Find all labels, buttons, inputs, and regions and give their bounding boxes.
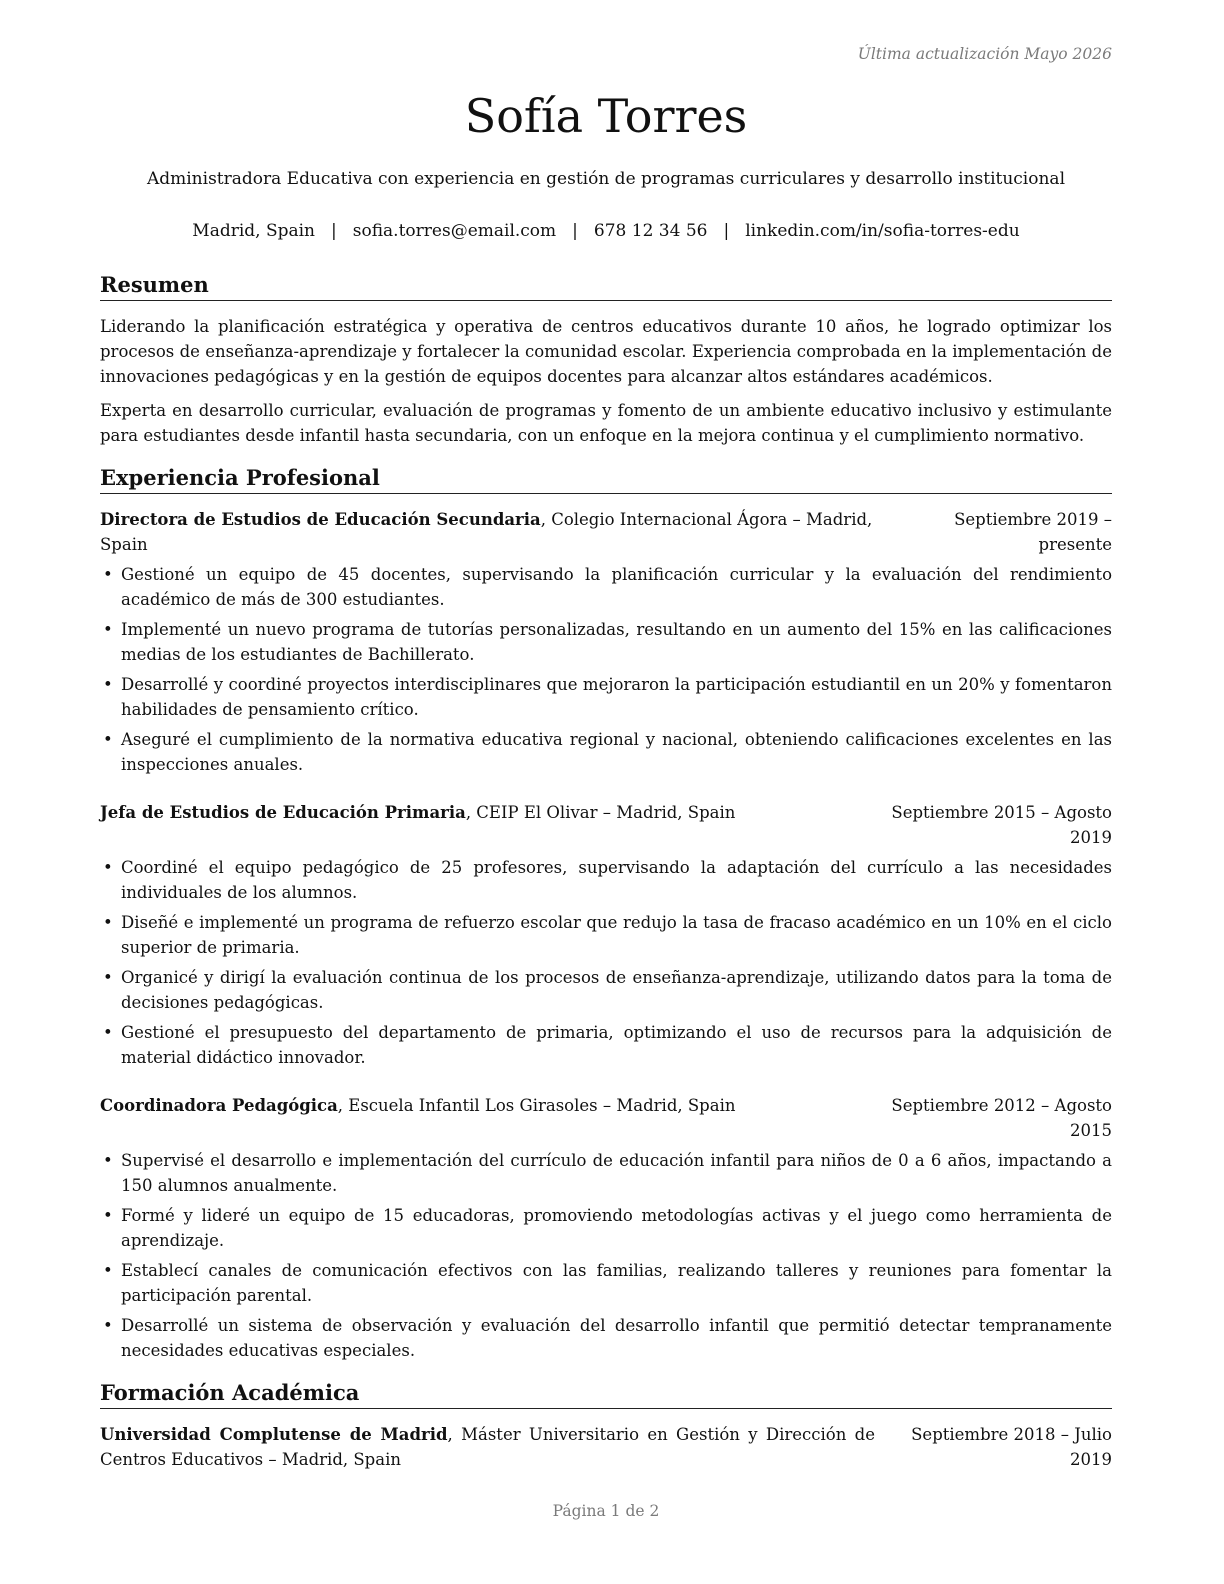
job-bullets xyxy=(100,562,1112,782)
bullet-icon: • xyxy=(103,913,113,932)
contact-location: Madrid, Spain xyxy=(192,221,316,241)
contact-line xyxy=(100,218,1112,244)
education-title-line xyxy=(100,1422,875,1472)
list-item: • Supervisé el desarrollo e implementación del currículo de educación infantil para niños de 0 a 6 años, impactando a 150 alumnos anualmente. xyxy=(100,1148,1112,1198)
list-item: • Establecí canales de comunicación efectivos con las familias, realizando talleres y reuniones para fomentar la participación parental. xyxy=(100,1258,1112,1308)
job-organization: , CEIP El Olivar – Madrid, Spain xyxy=(465,803,736,822)
job-role: Directora de Estudios de Educación Secundaria xyxy=(100,510,541,529)
list-item: • Gestioné el presupuesto del departamento de primaria, optimizando el uso de recursos para la adquisición de material didáctico innovador. xyxy=(100,1020,1112,1070)
list-item: • Diseñé e implementé un programa de refuerzo escolar que redujo la tasa de fracaso académico en un 10% en el ciclo superior de primaria. xyxy=(100,910,1112,960)
bullet-icon: • xyxy=(103,1151,113,1170)
bullet-icon: • xyxy=(103,565,113,584)
education-degree: , Máster Universitario en Gestión y Dirección de Centros Educativos – Madrid, Spain xyxy=(100,1425,875,1469)
last-updated: Última actualización Mayo 2026 xyxy=(857,45,1112,63)
contact-separator: | xyxy=(723,221,730,241)
list-item: • Aseguré el cumplimiento de la normativa educativa regional y nacional, obteniendo calificaciones excelentes en las inspecciones anuales. xyxy=(100,727,1112,777)
headline: Administradora Educativa con experiencia en gestión de programas curriculares y desarrollo institucional xyxy=(146,169,1066,189)
job-dates: Septiembre 2012 – Agosto 2015 xyxy=(891,1096,1112,1140)
list-item: • Gestioné un equipo de 45 docentes, supervisando la planificación curricular y la evaluación del rendimiento académico de más de 300 estudiantes. xyxy=(100,562,1112,612)
list-item: • Desarrollé y coordiné proyectos interdisciplinares que mejoraron la participación estudiantil en un 20% y fomentaron habilidades de pensamiento crítico. xyxy=(100,672,1112,722)
job-organization: , Colegio Internacional Ágora – Madrid, Spain xyxy=(100,510,873,554)
section-title-education: Formación Académica xyxy=(100,1379,1112,1409)
job-title-line xyxy=(100,1093,860,1118)
section-title-experience: Experiencia Profesional xyxy=(100,464,1112,494)
bullet-icon: • xyxy=(103,858,113,877)
job-bullets xyxy=(100,855,1112,1075)
education-entry xyxy=(100,1422,1112,1472)
job-organization: , Escuela Infantil Los Girasoles – Madrid, Spain xyxy=(337,1096,736,1115)
bullet-icon: • xyxy=(103,1316,113,1335)
contact-linkedin[interactable]: linkedin.com/in/sofia-torres-edu xyxy=(745,221,1020,241)
summary-paragraph: Experta en desarrollo curricular, evaluación de programas y fomento de un ambiente educativo inclusivo y estimulante para estudiantes desde infantil hasta secundaria, con un enfoque en la mejora continua y el cumplimiento normativo. xyxy=(100,401,1112,445)
section-title-summary: Resumen xyxy=(100,271,1112,301)
job-dates: Septiembre 2015 – Agosto 2019 xyxy=(891,803,1112,847)
contact-separator: | xyxy=(331,221,337,241)
contact-phone: 678 12 34 56 xyxy=(593,221,708,241)
list-item: • Implementé un nuevo programa de tutorías personalizadas, resultando en un aumento del 15% en las calificaciones medias de los estudiantes de Bachillerato. xyxy=(100,617,1112,667)
page-number: Página 1 de 2 xyxy=(552,1502,660,1520)
list-item: • Coordiné el equipo pedagógico de 25 profesores, supervisando la adaptación del currículo a las necesidades individuales de los alumnos. xyxy=(100,855,1112,905)
bullet-icon: • xyxy=(103,675,113,694)
job-bullets xyxy=(100,1148,1112,1368)
job-dates: Septiembre 2019 – presente xyxy=(954,510,1112,554)
job-role: Jefa de Estudios de Educación Primaria xyxy=(100,803,466,822)
list-item: • Desarrollé un sistema de observación y evaluación del desarrollo infantil que permitió detectar tempranamente necesidades educativas especiales. xyxy=(100,1313,1112,1363)
job-header xyxy=(100,800,1112,850)
list-item: • Organicé y dirigí la evaluación continua de los procesos de enseñanza-aprendizaje, utilizando datos para la toma de decisiones pedagógicas. xyxy=(100,965,1112,1015)
bullet-icon: • xyxy=(103,1261,113,1280)
contact-separator: | xyxy=(572,221,578,241)
list-item: • Formé y lideré un equipo de 15 educadoras, promoviendo metodologías activas y el juego como herramienta de aprendizaje. xyxy=(100,1203,1112,1253)
resume-page xyxy=(100,0,1112,1584)
bullet-icon: • xyxy=(103,1023,113,1042)
candidate-name: Sofía Torres xyxy=(464,89,748,143)
contact-email[interactable]: sofia.torres@email.com xyxy=(352,221,557,241)
job-title-line xyxy=(100,800,860,825)
job-role: Coordinadora Pedagógica xyxy=(100,1096,338,1115)
bullet-icon: • xyxy=(103,968,113,987)
bullet-icon: • xyxy=(103,620,113,639)
bullet-icon: • xyxy=(103,1206,113,1225)
bullet-icon: • xyxy=(103,730,113,749)
job-header xyxy=(100,507,1112,557)
education-dates: Septiembre 2018 – Julio 2019 xyxy=(911,1425,1112,1469)
summary-paragraph: Liderando la planificación estratégica y operativa de centros educativos durante 10 años, he logrado optimizar los procesos de enseñanza-aprendizaje y fortalecer la comunidad escolar. Experiencia comprobada en la implementación de innovaciones pedagógicas y en la gestión de equipos docentes para alcanzar altos estándares académicos. xyxy=(100,317,1112,386)
job-title-line xyxy=(100,507,880,557)
job-header xyxy=(100,1093,1112,1143)
education-institution: Universidad Complutense de Madrid xyxy=(100,1425,448,1444)
